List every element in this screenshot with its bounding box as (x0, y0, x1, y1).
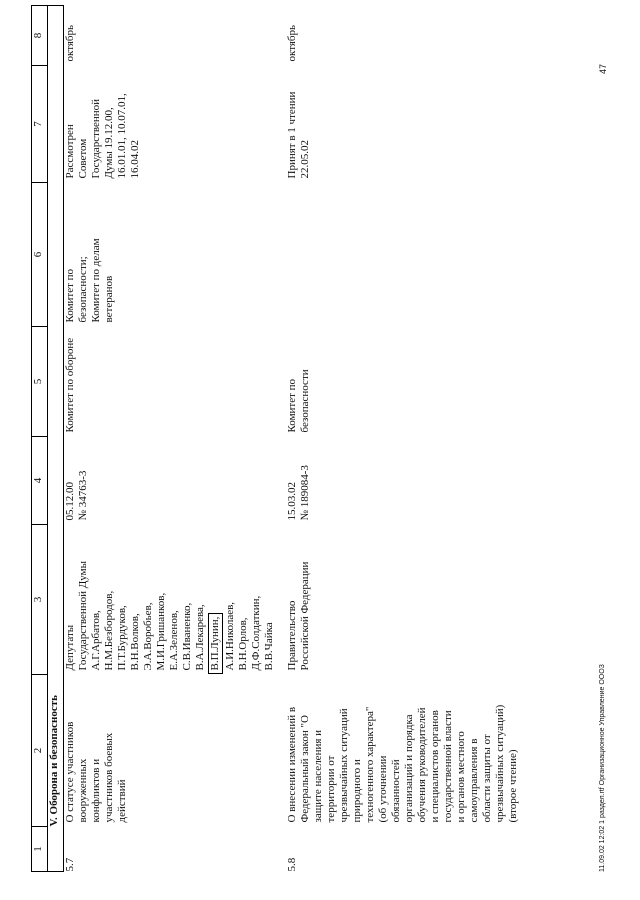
column-number: 7 (32, 66, 48, 183)
plan-table (31, 5, 520, 872)
responsible-committee: Комитет по безопасности (286, 369, 311, 433)
row-number: 5.7 (64, 857, 76, 872)
co-executor-committees (286, 183, 520, 327)
column-number: 5 (32, 327, 48, 437)
initiators-list-continued: А.И.Николаев, В.Н.Орлов, Д.Ф.Солдаткин, В.В.Чайка (224, 595, 275, 671)
column-number: 8 (32, 6, 48, 66)
column-number: 3 (32, 525, 48, 675)
row-number: 5.8 (286, 857, 298, 872)
bill-title: О внесении изменений в Федеральный закон "О защите населения и территории от чрезвычайных ситуаций природного и техногенного характера" (об уточнении обязанностей организаций и порядка обучения руководителей и специалистов органов государственной власти и органов местного самоуправления в области защиты от чрезвычайных ситуаций) (второе чтение) (286, 704, 519, 823)
section-heading-row (48, 6, 64, 872)
table-row (64, 6, 277, 872)
responsible-committee: Комитет по обороне (64, 337, 76, 433)
highlighted-initiator: В.П.Лунин, (208, 613, 223, 675)
registration-date-number: 15.03.02 № 189084-3 (286, 465, 311, 521)
column-number: 6 (32, 183, 48, 327)
table-row (286, 6, 520, 872)
consideration-stage: Принят в 1 чтении 22.05.02 (286, 91, 311, 179)
initiators-list: Депутаты Государственной Думы А.Г.Арбатов, Н.М.Безбородов, П.Т.Бурдуков, В.Н.Волков, Э.А.Воробьев, М.И.Гришанков, Е.А.Зеленов, С.В.Иваненко, В.А.Лекарева, (64, 560, 206, 671)
document-page (14, 10, 612, 886)
page-number: 47 (598, 63, 608, 74)
consideration-stage: Рассмотрен Советом Государственной Думы 19.12.00, 16.01.01, 10.07.01, 16.04.02 (64, 93, 141, 179)
initiators-cell: Правительство Российской Федерации (286, 561, 311, 671)
footer-file-info: 11.09.02 12:02 1 раздел.rtf Организационное Управление ОООЗ (599, 664, 606, 872)
co-executor-committees: Комитет по безопасности; Комитет по делам ветеранов (64, 238, 115, 323)
planned-month: октябрь (286, 24, 298, 62)
planned-month: октябрь (64, 24, 76, 62)
registration-date-number: 05.12.00 № 34763-3 (64, 470, 89, 521)
initiators-cell (64, 525, 277, 675)
column-number: 4 (32, 437, 48, 525)
column-number: 1 (32, 827, 48, 872)
section-title: V. Оборона и безопасность (48, 6, 64, 827)
column-number: 2 (32, 675, 48, 827)
column-number-row (32, 6, 48, 872)
bill-title: О статусе участников вооруженных конфликтов и участников боевых действий (64, 721, 128, 823)
